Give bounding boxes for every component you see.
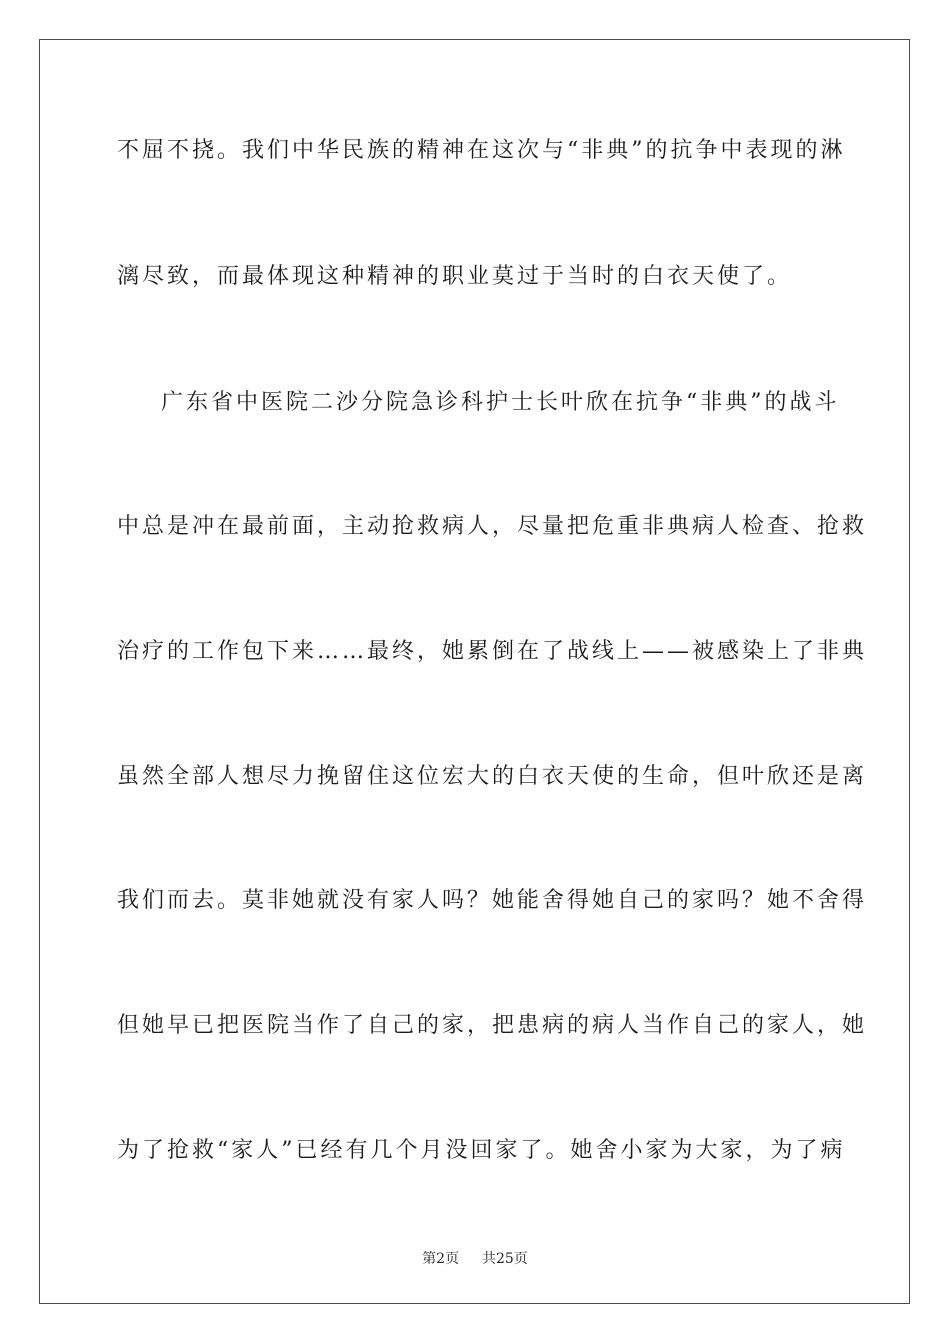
page-number: 第2页 — [422, 1251, 460, 1267]
body-text-line: 虽然全部人想尽力挽留住这位宏大的白衣天使的生命，但叶欣还是离 — [117, 764, 868, 789]
body-text-line: 我们而去。莫非她就没有家人吗？她能舍得她自己的家吗？她不舍得 — [117, 888, 868, 913]
body-text-line: 治疗的工作包下来……最终，她累倒在了战线上——被感染上了非典 — [117, 639, 868, 664]
total-pages: 共25页 — [482, 1251, 528, 1267]
page-footer — [0, 1248, 950, 1268]
body-text-line: 为了抢救“家人”已经有几个月没回家了。她舍小家为大家，为了病 — [117, 1138, 846, 1163]
body-text-line-paragraph-start: 广东省中医院二沙分院急诊科护士长叶欣在抗争“非典”的战斗 — [161, 390, 840, 415]
body-text-line: 中总是冲在最前面，主动抢救病人，尽量把危重非典病人检查、抢救 — [117, 514, 868, 539]
body-text-line: 漓尽致，而最体现这种精神的职业莫过于当时的白衣天使了。 — [117, 264, 793, 289]
body-text-line: 但她早已把医院当作了自己的家，把患病的病人当作自己的家人，她 — [117, 1013, 868, 1038]
body-text-line: 不屈不挠。我们中华民族的精神在这次与“非典”的抗争中表现的淋 — [117, 138, 846, 163]
page-border — [39, 39, 910, 1304]
